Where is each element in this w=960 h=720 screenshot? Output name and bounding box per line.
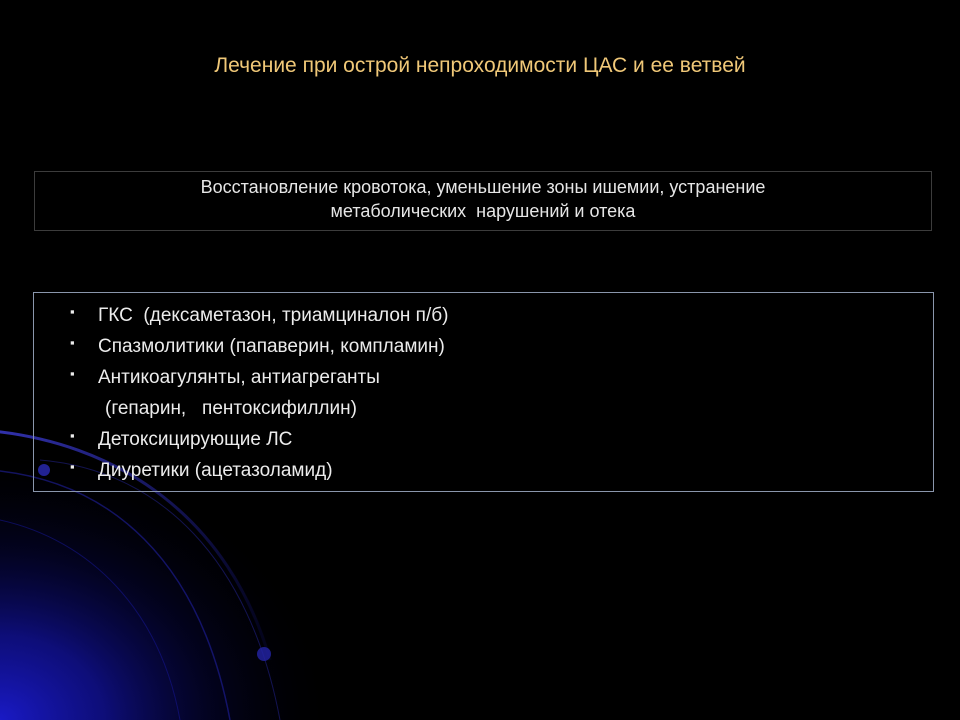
drug-list-box <box>33 292 934 492</box>
list-item <box>34 424 933 455</box>
treatment-goal-line-2: метаболических нарушений и отека <box>330 201 636 221</box>
square-bullet-icon: ▪ <box>70 428 75 443</box>
list-item <box>34 300 933 331</box>
square-bullet-icon: ▪ <box>70 335 75 350</box>
treatment-goal-line-1: Восстановление кровотока, уменьшение зоны ишемии, устранение <box>200 177 766 197</box>
list-item-text: ГКС (дексаметазон, триамциналон п/б) <box>98 305 449 326</box>
list-item-text: Диуретики (ацетазоламид) <box>98 460 333 481</box>
list-item-text: Антикоагулянты, антиагреганты <box>98 367 380 388</box>
slide-title: Лечение при острой непроходимости ЦАС и ее ветвей <box>214 54 746 77</box>
list-item <box>34 331 933 362</box>
list-item <box>34 455 933 486</box>
treatment-goal-box <box>34 171 932 231</box>
list-item-text: Детоксицирующие ЛС <box>98 429 293 450</box>
square-bullet-icon: ▪ <box>70 304 75 319</box>
list-item-text: Спазмолитики (папаверин, компламин) <box>98 336 445 357</box>
list-item-continuation <box>34 393 933 424</box>
list-item-text: (гепарин, пентоксифиллин) <box>105 398 357 419</box>
square-bullet-icon: ▪ <box>70 459 75 474</box>
square-bullet-icon: ▪ <box>70 366 75 381</box>
drug-list <box>34 300 933 486</box>
list-item <box>34 362 933 393</box>
